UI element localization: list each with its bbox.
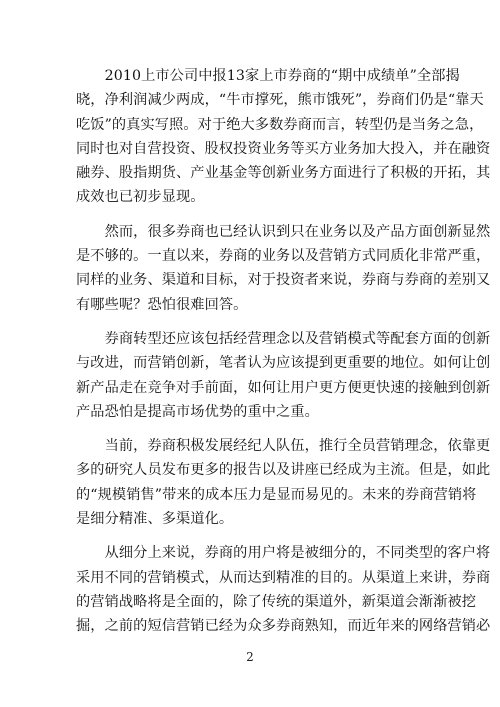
text-line: 晓，净利润减少两成，“牛市撑死，熊市饿死”，券商们仍是“靠天	[76, 92, 484, 109]
text-line: 采用不同的营销模式，从而达到精准的目的。从渠道上来讲，券商	[76, 569, 491, 586]
paragraph-1	[76, 64, 491, 210]
paragraph-4	[76, 434, 491, 531]
text-line: 的营销战略将是全面的，除了传统的渠道外，新渠道会渐渐被挖	[76, 593, 477, 610]
text-line: 2010上市公司中报13家上市券商的“期中成绩单”全部揭	[76, 68, 460, 84]
text-line: 有哪些呢？恐怕很难回答。	[76, 296, 248, 313]
paragraph-2	[76, 220, 491, 317]
text-line: 然而，很多券商也已经认识到只在业务以及产品方面创新显然	[76, 223, 491, 240]
text-line: 从细分上来说，券商的用户将是被细分的，不同类型的客户将	[76, 545, 491, 562]
text-line: 是不够的。一直以来，券商的业务以及营销方式同质化非常严重，	[76, 248, 491, 265]
text-line: 融券、股指期货、产业基金等创新业务方面进行了积极的开拓，其	[76, 165, 491, 182]
text-line: 当前，券商积极发展经纪人队伍，推行全员营销理念，依靠更	[76, 438, 491, 455]
text-line: 掘，之前的短信营销已经为众多券商熟知，而近年来的网络营销必	[76, 618, 491, 635]
paragraph-3	[76, 327, 491, 424]
text-line: 吃饭”的真实写照。对于绝大多数券商而言，转型仍是当务之急，	[76, 116, 484, 133]
body-text	[76, 64, 491, 649]
text-line: 成效也已初步显现。	[76, 189, 205, 206]
text-line: 券商转型还应该包括经营理念以及营销模式等配套方面的创新	[76, 330, 491, 347]
text-line: 是细分精准、多渠道化。	[76, 511, 234, 528]
text-line: 产品恐怕是提高市场优势的重中之重。	[76, 403, 319, 420]
text-line: 的“规模销售”带来的成本压力是显而易见的。未来的券商营销将	[76, 486, 477, 503]
text-line: 多的研究人员发布更多的报告以及讲座已经成为主流。但是，如此	[76, 462, 491, 479]
text-line: 同样的业务、渠道和目标，对于投资者来说，券商与券商的差别又	[76, 272, 491, 289]
text-line: 与改进，而营销创新，笔者认为应该提到更重要的地位。如何让创	[76, 355, 491, 372]
paragraph-5	[76, 541, 491, 638]
text-line: 同时也对自营投资、股权投资业务等买方业务加大投入，并在融资	[76, 140, 491, 157]
text-line: 新产品走在竞争对手前面，如何让用户更方便更快速的接触到创新	[76, 379, 491, 396]
page-number: 2	[246, 650, 254, 664]
